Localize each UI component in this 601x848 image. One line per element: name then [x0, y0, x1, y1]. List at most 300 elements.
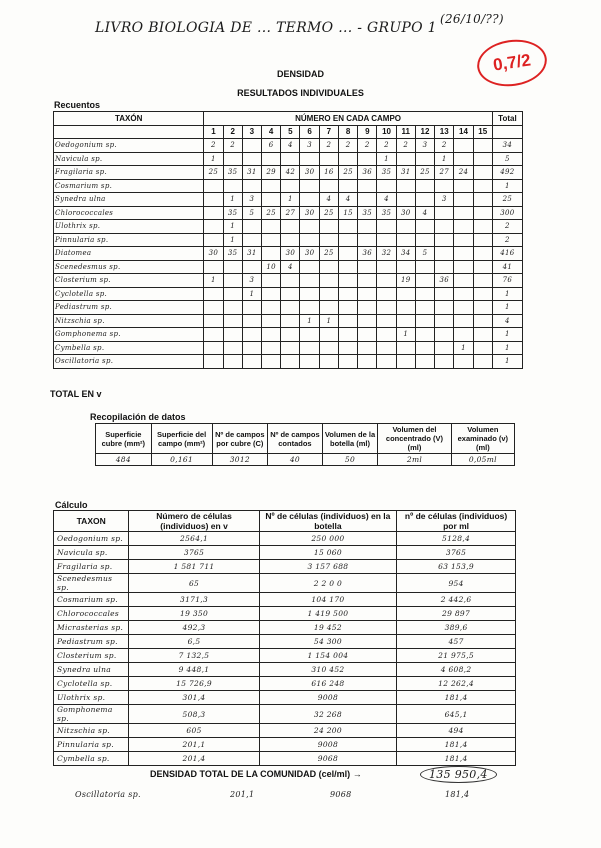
count-cell: 35 [377, 206, 396, 220]
count-cell [435, 301, 454, 315]
taxon-cell: Oedogonium sp. [54, 139, 204, 153]
count-cell: 25 [319, 247, 338, 261]
taxon-header: TAXÓN [54, 112, 204, 126]
count-cell: 35 [223, 247, 242, 261]
total-en-v-label: TOTAL EN v [50, 389, 102, 399]
count-cell: 31 [396, 166, 415, 180]
count-cell [281, 328, 300, 342]
count-cell [223, 341, 242, 355]
table-row [54, 166, 523, 180]
count-cell: 25 [319, 206, 338, 220]
recop-header: Volumen examinado (v) (ml) [451, 424, 514, 454]
count-cell: 1 [377, 152, 396, 166]
count-cell [242, 314, 261, 328]
calculo-label: Cálculo [55, 500, 88, 510]
calc-v: 19 350 [129, 607, 259, 621]
total-cell: 1 [492, 355, 522, 369]
count-cell: 32 [377, 247, 396, 261]
recop-header: Nº de campos por cubre (C) [212, 424, 268, 454]
total-cell: 4 [492, 314, 522, 328]
calc-ml: 29 897 [397, 607, 516, 621]
calc-ml: 181,4 [397, 691, 516, 705]
count-cell: 31 [242, 166, 261, 180]
count-cell [242, 220, 261, 234]
count-cell [338, 233, 357, 247]
count-cell [338, 152, 357, 166]
count-cell [454, 355, 473, 369]
count-cell: 4 [338, 193, 357, 207]
calc-taxon: Nitzschia sp. [54, 724, 129, 738]
count-cell [454, 206, 473, 220]
count-cell [358, 355, 377, 369]
calc-botella: 15 060 [259, 546, 396, 560]
count-cell [242, 179, 261, 193]
count-cell [473, 328, 492, 342]
count-cell [338, 328, 357, 342]
count-cell [415, 314, 434, 328]
table-row [54, 274, 523, 288]
taxon-cell: Gomphonema sp. [54, 328, 204, 342]
recop-header: Superficie cubre (mm²) [96, 424, 152, 454]
count-cell [319, 301, 338, 315]
count-cell [435, 287, 454, 301]
count-cell [262, 274, 281, 288]
count-cell [204, 193, 223, 207]
count-cell [377, 260, 396, 274]
count-cell [396, 314, 415, 328]
count-cell: 4 [281, 260, 300, 274]
taxon-cell: Cosmarium sp. [54, 179, 204, 193]
count-cell [204, 220, 223, 234]
calc-botella: 24 200 [259, 724, 396, 738]
count-cell [281, 179, 300, 193]
taxon-cell: Diatomea [54, 247, 204, 261]
count-cell [435, 247, 454, 261]
field-number: 3 [242, 125, 261, 139]
calc-header: TAXON [54, 511, 129, 532]
count-cell [204, 287, 223, 301]
taxon-cell: Cymbella sp. [54, 341, 204, 355]
count-cell [358, 220, 377, 234]
count-cell [204, 179, 223, 193]
calc-v: 1 581 711 [129, 560, 259, 574]
count-cell [204, 328, 223, 342]
count-cell [242, 152, 261, 166]
table-row [54, 663, 516, 677]
count-cell [281, 233, 300, 247]
count-cell: 2 [204, 139, 223, 153]
table-row [54, 635, 516, 649]
total-cell: 76 [492, 274, 522, 288]
calc-v: 9 448,1 [129, 663, 259, 677]
calc-taxon: Fragilaria sp. [54, 560, 129, 574]
calc-ml: 5128,4 [397, 532, 516, 546]
calc-botella: 1 419 500 [259, 607, 396, 621]
table-row [54, 220, 523, 234]
count-cell: 1 [319, 314, 338, 328]
count-cell [262, 355, 281, 369]
count-cell [300, 233, 319, 247]
calc-v: 201,1 [129, 738, 259, 752]
table-row [54, 287, 523, 301]
count-cell [358, 274, 377, 288]
calc-botella: 3 157 688 [259, 560, 396, 574]
table-row [54, 328, 523, 342]
count-cell [281, 274, 300, 288]
count-cell [204, 260, 223, 274]
count-cell: 36 [435, 274, 454, 288]
calc-taxon: Cosmarium sp. [54, 593, 129, 607]
count-cell [358, 179, 377, 193]
recop-value: 40 [268, 454, 323, 466]
count-cell [377, 341, 396, 355]
count-cell [281, 152, 300, 166]
extra-row-botella: 9068 [330, 790, 352, 799]
calc-v: 3171,3 [129, 593, 259, 607]
count-cell: 1 [300, 314, 319, 328]
extra-row-ml: 181,4 [445, 790, 470, 799]
count-cell: 1 [223, 220, 242, 234]
count-cell [319, 220, 338, 234]
count-cell [262, 301, 281, 315]
count-cell: 2 [319, 139, 338, 153]
taxon-cell: Scenedesmus sp. [54, 260, 204, 274]
calc-botella: 9068 [259, 752, 396, 766]
count-cell: 5 [242, 206, 261, 220]
recop-value: 3012 [212, 454, 268, 466]
taxon-cell: Navicula sp. [54, 152, 204, 166]
count-cell [204, 301, 223, 315]
count-cell [435, 220, 454, 234]
taxon-cell: Cyclotella sp. [54, 287, 204, 301]
count-cell [473, 260, 492, 274]
count-cell: 42 [281, 166, 300, 180]
recop-value: 50 [322, 454, 378, 466]
extra-row-v: 201,1 [230, 790, 255, 799]
calc-ml: 389,6 [397, 621, 516, 635]
count-cell [358, 152, 377, 166]
calc-header: Nº de células (individuos) en la botella [259, 511, 396, 532]
count-cell: 1 [223, 233, 242, 247]
calc-taxon: Gomphonema sp. [54, 705, 129, 724]
grade-mark: 0,7/2 [474, 35, 550, 90]
count-cell [435, 314, 454, 328]
table-row [54, 314, 523, 328]
count-cell [319, 260, 338, 274]
count-cell [454, 287, 473, 301]
count-cell [454, 274, 473, 288]
count-cell [415, 287, 434, 301]
count-cell [300, 328, 319, 342]
count-cell: 3 [415, 139, 434, 153]
count-cell [415, 233, 434, 247]
table-row [54, 546, 516, 560]
count-cell: 24 [454, 166, 473, 180]
count-cell [396, 233, 415, 247]
count-cell: 35 [223, 206, 242, 220]
count-cell: 30 [300, 166, 319, 180]
count-cell: 25 [338, 166, 357, 180]
count-cell: 1 [281, 193, 300, 207]
recop-value: 2ml [378, 454, 451, 466]
count-cell [473, 193, 492, 207]
count-cell [473, 314, 492, 328]
fields-header: NÚMERO EN CADA CAMPO [204, 112, 493, 126]
count-cell [319, 179, 338, 193]
calc-taxon: Pediastrum sp. [54, 635, 129, 649]
calc-taxon: Cyclotella sp. [54, 677, 129, 691]
count-cell [281, 220, 300, 234]
table-row [54, 247, 523, 261]
count-cell [338, 247, 357, 261]
count-cell [358, 341, 377, 355]
calc-ml: 457 [397, 635, 516, 649]
total-blank-header [492, 125, 522, 139]
calc-v: 301,4 [129, 691, 259, 705]
count-cell: 1 [204, 274, 223, 288]
total-cell: 41 [492, 260, 522, 274]
total-cell: 416 [492, 247, 522, 261]
count-cell: 29 [262, 166, 281, 180]
total-cell: 25 [492, 193, 522, 207]
count-cell [435, 233, 454, 247]
table-row [54, 593, 516, 607]
count-cell [358, 328, 377, 342]
count-cell [281, 355, 300, 369]
count-cell [223, 260, 242, 274]
total-cell: 300 [492, 206, 522, 220]
calc-taxon: Micrasterias sp. [54, 621, 129, 635]
table-row [54, 649, 516, 663]
count-cell [262, 247, 281, 261]
count-cell: 3 [435, 193, 454, 207]
field-number: 15 [473, 125, 492, 139]
total-cell: 492 [492, 166, 522, 180]
count-cell: 25 [204, 166, 223, 180]
count-cell [358, 193, 377, 207]
count-cell [454, 179, 473, 193]
count-cell [473, 355, 492, 369]
calc-botella: 9008 [259, 738, 396, 752]
field-number: 5 [281, 125, 300, 139]
count-cell [223, 314, 242, 328]
count-cell [300, 152, 319, 166]
total-cell: 1 [492, 341, 522, 355]
handwritten-header: LIVRO BIOLOGIA DE ... TERMO ... - GRUPO 1 [95, 20, 437, 36]
calc-v: 605 [129, 724, 259, 738]
count-cell [262, 233, 281, 247]
count-cell [262, 193, 281, 207]
calc-botella: 616 248 [259, 677, 396, 691]
total-cell: 1 [492, 179, 522, 193]
recopilacion-label: Recopilación de datos [90, 412, 186, 422]
count-cell [262, 341, 281, 355]
count-cell [435, 179, 454, 193]
calc-ml: 4 608,2 [397, 663, 516, 677]
count-cell [396, 341, 415, 355]
count-cell [204, 314, 223, 328]
date-annotation: (26/10/??) [440, 12, 504, 26]
count-cell [415, 328, 434, 342]
count-cell [396, 152, 415, 166]
total-cell: 5 [492, 152, 522, 166]
calc-botella: 19 452 [259, 621, 396, 635]
count-cell [473, 166, 492, 180]
count-cell: 2 [223, 139, 242, 153]
count-cell [454, 193, 473, 207]
calc-botella: 250 000 [259, 532, 396, 546]
count-cell [281, 301, 300, 315]
count-cell: 31 [242, 247, 261, 261]
count-cell: 30 [300, 247, 319, 261]
recop-value: 0,05ml [451, 454, 514, 466]
table-row [54, 260, 523, 274]
total-cell: 1 [492, 328, 522, 342]
count-cell [377, 220, 396, 234]
count-cell [377, 314, 396, 328]
count-cell [415, 220, 434, 234]
calc-v: 6,5 [129, 635, 259, 649]
count-cell [242, 341, 261, 355]
field-number: 9 [358, 125, 377, 139]
count-cell: 4 [281, 139, 300, 153]
taxon-cell: Pinnularia sp. [54, 233, 204, 247]
count-cell: 35 [223, 166, 242, 180]
count-cell [454, 233, 473, 247]
table-row [54, 560, 516, 574]
count-cell [435, 355, 454, 369]
taxon-cell: Pediastrum sp. [54, 301, 204, 315]
count-cell [473, 301, 492, 315]
count-cell [223, 301, 242, 315]
recop-header: Volumen del concentrado (V) (ml) [378, 424, 451, 454]
count-cell [204, 233, 223, 247]
count-cell: 25 [262, 206, 281, 220]
count-cell [377, 328, 396, 342]
count-cell [338, 301, 357, 315]
calc-v: 492,3 [129, 621, 259, 635]
count-cell [262, 152, 281, 166]
count-cell: 30 [396, 206, 415, 220]
count-cell [319, 274, 338, 288]
count-cell [415, 341, 434, 355]
taxon-cell: Ulothrix sp. [54, 220, 204, 234]
count-cell [281, 314, 300, 328]
count-cell [242, 260, 261, 274]
count-cell [338, 220, 357, 234]
calc-ml: 63 153,9 [397, 560, 516, 574]
count-cell [454, 247, 473, 261]
field-number: 7 [319, 125, 338, 139]
count-cell: 36 [358, 247, 377, 261]
count-cell [300, 301, 319, 315]
count-cell: 4 [319, 193, 338, 207]
count-cell [223, 152, 242, 166]
count-cell [473, 152, 492, 166]
calc-taxon: Chlorococcales [54, 607, 129, 621]
calc-ml: 954 [397, 574, 516, 593]
recuentos-table [53, 111, 523, 369]
count-cell [358, 233, 377, 247]
count-cell: 4 [377, 193, 396, 207]
count-cell [300, 179, 319, 193]
count-cell [473, 247, 492, 261]
count-cell [358, 314, 377, 328]
count-cell [300, 274, 319, 288]
count-cell [262, 287, 281, 301]
count-cell: 1 [435, 152, 454, 166]
count-cell [223, 328, 242, 342]
calc-v: 7 132,5 [129, 649, 259, 663]
total-cell: 2 [492, 233, 522, 247]
calc-taxon: Oedogonium sp. [54, 532, 129, 546]
count-cell [300, 220, 319, 234]
taxon-cell: Closterium sp. [54, 274, 204, 288]
count-cell: 35 [377, 166, 396, 180]
count-cell [204, 341, 223, 355]
count-cell: 2 [377, 139, 396, 153]
table-row [54, 752, 516, 766]
count-cell [396, 220, 415, 234]
count-cell: 27 [281, 206, 300, 220]
calc-botella: 9008 [259, 691, 396, 705]
count-cell: 30 [300, 206, 319, 220]
taxon-cell: Synedra ulna [54, 193, 204, 207]
calc-header: nº de células (individuos) por ml [397, 511, 516, 532]
field-number: 12 [415, 125, 434, 139]
recuentos-label: Recuentos [54, 100, 101, 110]
table-row [54, 677, 516, 691]
count-cell: 3 [242, 274, 261, 288]
count-cell: 35 [358, 206, 377, 220]
calc-v: 508,3 [129, 705, 259, 724]
count-cell [377, 179, 396, 193]
calc-botella: 54 300 [259, 635, 396, 649]
count-cell [358, 301, 377, 315]
count-cell: 34 [396, 247, 415, 261]
densidad-total-label: DENSIDAD TOTAL DE LA COMUNIDAD (cel/ml) → [150, 769, 362, 779]
count-cell [281, 341, 300, 355]
calc-ml: 21 975,5 [397, 649, 516, 663]
taxon-cell: Nitzschia sp. [54, 314, 204, 328]
count-cell: 2 [396, 139, 415, 153]
count-cell [415, 179, 434, 193]
calc-ml: 181,4 [397, 752, 516, 766]
count-cell [319, 287, 338, 301]
count-cell [319, 328, 338, 342]
calc-ml: 181,4 [397, 738, 516, 752]
count-cell [396, 193, 415, 207]
count-cell [396, 355, 415, 369]
count-cell [338, 260, 357, 274]
table-row [54, 607, 516, 621]
count-cell [319, 152, 338, 166]
densidad-total-value: 135 950,4 [420, 766, 497, 783]
count-cell [454, 314, 473, 328]
calc-ml: 645,1 [397, 705, 516, 724]
count-cell [377, 287, 396, 301]
count-cell: 2 [338, 139, 357, 153]
count-cell [223, 179, 242, 193]
table-row [54, 233, 523, 247]
count-cell [338, 287, 357, 301]
count-cell: 1 [454, 341, 473, 355]
field-number: 10 [377, 125, 396, 139]
count-cell [358, 260, 377, 274]
calc-taxon: Cymbella sp. [54, 752, 129, 766]
count-cell [300, 287, 319, 301]
calc-v: 2564,1 [129, 532, 259, 546]
